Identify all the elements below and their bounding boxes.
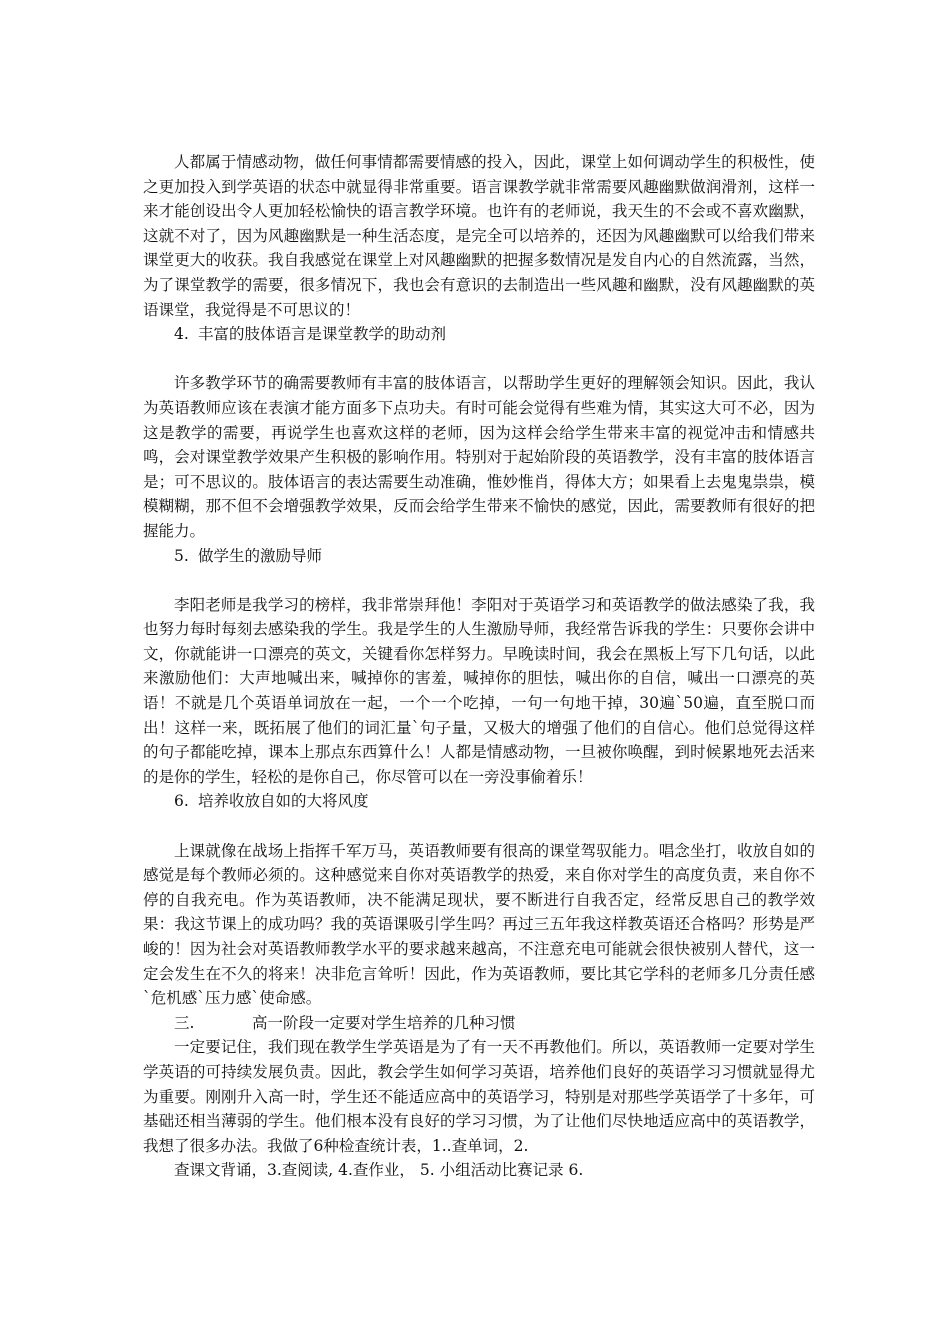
section-heading [143, 544, 815, 569]
section-number: 三. [174, 1013, 195, 1032]
section-number: 5. [174, 546, 189, 565]
section-title: 高一阶段一定要对学生培养的几种习惯 [252, 1013, 516, 1032]
section-heading [143, 1011, 815, 1036]
body-paragraph: 一定要记住，我们现在教学生学英语是为了有一天不再教他们。所以，英语教师一定要对学生学英语的可持续发展负责。因此，教会学生如何学习英语，培养他们良好的英语学习习惯就显得尤为重要。刚刚升入高一时，学生还不能适应高中的英语学习，特别是对那些学英语学了十多年，可基础还相当薄弱的学生。他们根本没有良好的学习习惯，为了让他们尽快地适应高中的英语教学，我想了很多办法。我做了6种检查统计表，1..查单词，2. [143, 1038, 815, 1155]
section-heading [143, 322, 815, 347]
section-number: 4. [174, 325, 189, 344]
body-paragraph: 上课就像在战场上指挥千军万马，英语教师要有很高的课堂驾驭能力。唱念坐打，收放自如的感觉是每个教师必须的。这种感觉来自你对英语教学的热爱，来自你对学生的高度负责，来自你不停的自我充电。作为英语教师，决不能满足现状，要不断进行自我否定，经常反思自己的教学效果：我这节课上的成功吗？我的英语课吸引学生吗？再过三五年我这样教英语还合格吗？形势是严峻的！因为社会对英语教师教学水平的要求越来越高，不注意充电可能就会很快被别人替代，这一定会发生在不久的将来！决非危言耸听！因此，作为英语教师，要比其它学科的老师多几分责任感`危机感`压力感`使命感。 [143, 841, 815, 1008]
body-paragraph: 李阳老师是我学习的榜样，我非常崇拜他！李阳对于英语学习和英语教学的做法感染了我，我也努力每时每刻去感染我的学生。我是学生的人生激励导师，我经常告诉我的学生：只要你会讲中文，你就能讲一口漂亮的英文，关键看你怎样努力。早晚读时间，我会在黑板上写下几句话，以此来激励他们：大声地喊出来，喊掉你的害羞，喊掉你的胆怯，喊出你的自信，喊出一口漂亮的英语！不就是几个英语单词放在一起，一个一个吃掉，一句一句地干掉，30遍`50遍，直至脱口而出！这样一来，既拓展了他们的词汇量`句子量，又极大的增强了他们的自信心。他们总觉得这样的句子都能吃掉，课本上那点东西算什么！人都是情感动物，一旦被你唤醒，到时候累地死去活来的是你的学生，轻松的是你自己，你尽管可以在一旁没事偷着乐！ [143, 595, 815, 786]
body-paragraph: 许多教学环节的确需要教师有丰富的肢体语言，以帮助学生更好的理解领会知识。因此，我认为英语教师应该在表演才能方面多下点功夫。有时可能会觉得有些难为情，其实这大可不必，因为这是教学的需要，再说学生也喜欢这样的老师，因为这样会给学生带来丰富的视觉冲击和情感共鸣，会对课堂教学效果产生积极的影响作用。特别对于起始阶段的英语教学，没有丰富的肢体语言是；可不思议的。肢体语言的表达需要生动准确，惟妙惟肖，得体大方；如果看上去鬼鬼祟祟，模模糊糊，那不但不会增强教学效果，反而会给学生带来不愉快的感觉，因此，需要教师有很好的把握能力。 [143, 374, 815, 540]
blank-line [143, 568, 815, 593]
document-body [143, 150, 815, 1183]
body-paragraph: 查课文背诵，3.查阅读, 4.查作业， 5. 小组活动比赛记录 6. [174, 1161, 584, 1180]
section-title: 培养收放自如的大将风度 [198, 792, 369, 811]
blank-line [143, 347, 815, 372]
blank-line [143, 814, 815, 839]
body-paragraph: 人都属于情感动物，做任何事情都需要情感的投入，因此，课堂上如何调动学生的积极性，使之更加投入到学英语的状态中就显得非常重要。语言课教学就非常需要风趣幽默做润滑剂，这样一来才能创设出令人更加轻松愉快的语言教学环境。也许有的老师说，我天生的不会或不喜欢幽默，这就不对了，因为风趣幽默是一种生活态度，是完全可以培养的，还因为风趣幽默可以给我们带来课堂更大的收获。我自我感觉在课堂上对风趣幽默的把握多数情况是发自内心的自然流露，当然，为了课堂教学的需要，很多情况下，我也会有意识的去制造出一些风趣和幽默，没有风趣幽默的英语课堂，我觉得是不可思议的！ [143, 153, 815, 319]
section-heading [143, 789, 815, 814]
section-title: 丰富的肢体语言是课堂教学的助动剂 [198, 325, 447, 344]
section-number: 6. [174, 792, 189, 811]
section-title: 做学生的激励导师 [198, 546, 323, 565]
